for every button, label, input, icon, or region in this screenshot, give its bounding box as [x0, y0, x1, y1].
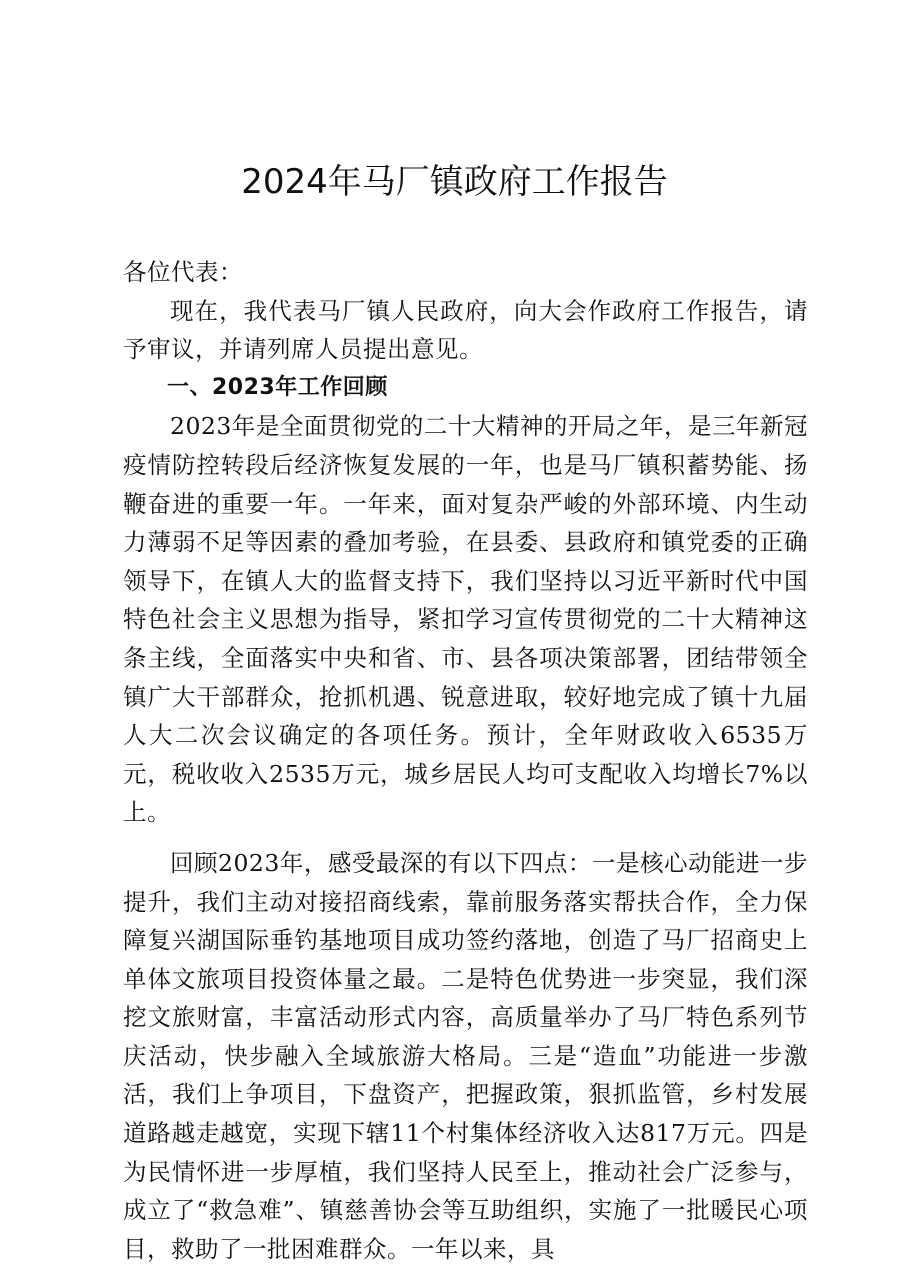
body-paragraph-1: 2023年是全面贯彻党的二十大精神的开局之年，是三年新冠疫情防控转段后经济恢复发展的一年，也是马厂镇积蓄势能、扬鞭奋进的重要一年。一年来，面对复杂严峻的外部环境、内生动力薄弱不足等因素的叠加考验，在县委、县政府和镇党委的正确领导下，在镇人大的监督支持下，我们坚持以习近平新时代中国特色社会主义思想为指导，紧扣学习宣传贯彻党的二十大精神这条主线，全面落实中央和省、市、县各项决策部署，团结带领全镇广大干部群众，抢抓机遇、锐意进取，较好地完成了镇十九届人大二次会议确定的各项任务。预计，全年财政收入6535万元，税收收入2535万元，城乡居民人均可支配收入均增长7%以上。 — [123, 412, 808, 827]
salutation: 各位代表： — [123, 258, 243, 286]
document-body — [123, 253, 808, 1268]
section-heading: 一、2023年工作回顾 — [167, 374, 388, 400]
body-paragraph-2: 回顾2023年，感受最深的有以下四点：一是核心动能进一步提升，我们主动对接招商线索，靠前服务落实帮扶合作，全力保障复兴湖国际垂钓基地项目成功签约落地，创造了马厂招商史上单体文旅项目投资体量之最。二是特色优势进一步突显，我们深挖文旅财富，丰富活动形式内容，高质量举办了马厂特色系列节庆活动，快步融入全域旅游大格局。三是“造血”功能进一步激活，我们上争项目，下盘资产，把握政策，狠抓监管，乡村发展道路越走越宽，实现下辖11个村集体经济收入达817万元。四是为民情怀进一步厚植，我们坚持人民至上，推动社会广泛参与，成立了“救急难”、镇慈善协会等互助组织，实施了一批暖民心项目，救助了一批困难群众。一年以来，具 — [123, 848, 808, 1263]
document-title: 2024年马厂镇政府工作报告 — [241, 162, 668, 202]
intro-paragraph: 现在，我代表马厂镇人民政府，向大会作政府工作报告，请予审议，并请列席人员提出意见。 — [123, 296, 808, 364]
